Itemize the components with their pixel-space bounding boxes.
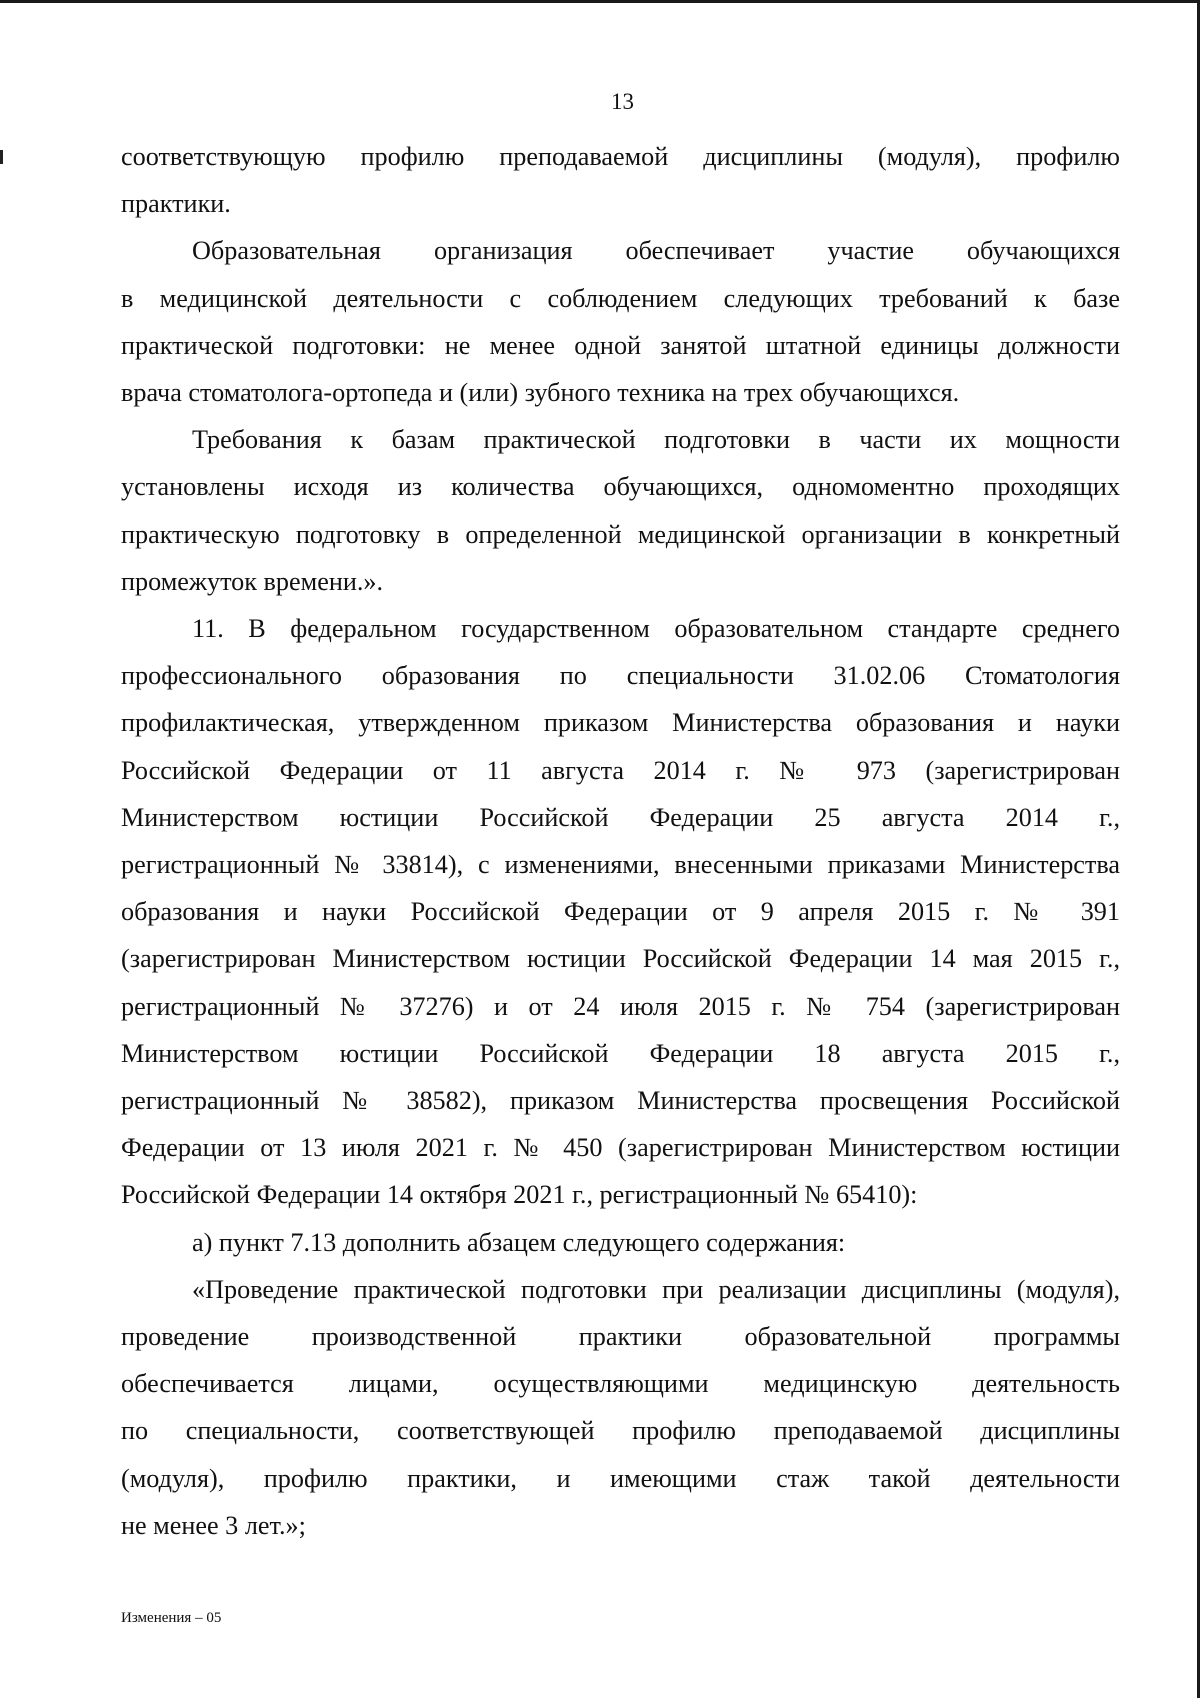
text-line: образования и науки Российской Федерации от 9 апреля 2015 г. № 391 xyxy=(121,897,1120,927)
text-line: Министерством юстиции Российской Федерации 25 августа 2014 г., xyxy=(121,802,1120,832)
text-line: Министерством юстиции Российской Федерации 18 августа 2015 г., xyxy=(121,1038,1120,1068)
text-line: Образовательная организация обеспечивает участие обучающихся xyxy=(192,236,1120,266)
text-line: промежуток времени.». xyxy=(121,566,384,596)
text-line: регистрационный № 38582), приказом Министерства просвещения Российской xyxy=(121,1086,1120,1116)
text-line: регистрационный № 37276) и от 24 июля 2015 г. № 754 (зарегистрирован xyxy=(121,991,1120,1021)
text-line: врача стоматолога-ортопеда и (или) зубного техника на трех обучающихся. xyxy=(121,378,960,408)
scan-border-top xyxy=(0,0,1200,3)
text-line: (модуля), профилю практики, и имеющими стаж такой деятельности xyxy=(121,1463,1120,1493)
paragraph-p6 xyxy=(121,1266,1120,1549)
text-line: практической подготовки: не менее одной занятой штатной единицы должности xyxy=(121,330,1120,360)
text-line: установлены исходя из количества обучающихся, одномоментно проходящих xyxy=(121,472,1120,502)
text-line: в медицинской деятельности с соблюдением следующих требований к базе xyxy=(121,283,1120,313)
text-line: Российской Федерации 14 октября 2021 г., регистрационный № 65410): xyxy=(121,1180,918,1210)
paragraph-p3 xyxy=(121,416,1120,605)
text-line: Федерации от 13 июля 2021 г. № 450 (зарегистрирован Министерством юстиции xyxy=(121,1133,1120,1163)
page-number: 13 xyxy=(611,89,634,114)
text-line: регистрационный № 33814), с изменениями, внесенными приказами Министерства xyxy=(121,850,1120,880)
paragraph-p5 xyxy=(121,1219,1120,1266)
text-line: Требования к базам практической подготовки в части их мощности xyxy=(192,425,1120,455)
text-line: обеспечивается лицами, осуществляющими медицинскую деятельность xyxy=(121,1369,1120,1399)
scan-edge-mark xyxy=(0,150,3,164)
paragraph-p1 xyxy=(121,133,1120,227)
text-line: (зарегистрирован Министерством юстиции Российской Федерации 14 мая 2015 г., xyxy=(121,944,1120,974)
text-line: не менее 3 лет.»; xyxy=(121,1510,306,1540)
text-line: практики. xyxy=(121,189,231,219)
text-line: профилактическая, утвержденном приказом Министерства образования и науки xyxy=(121,708,1120,738)
text-line: Российской Федерации от 11 августа 2014 г. № 973 (зарегистрирован xyxy=(121,755,1120,785)
text-line: по специальности, соответствующей профилю преподаваемой дисциплины xyxy=(121,1416,1120,1446)
paragraph-p2 xyxy=(121,227,1120,416)
text-line: практическую подготовку в определенной медицинской организации в конкретный xyxy=(121,519,1120,549)
text-line: «Проведение практической подготовки при реализации дисциплины (модуля), xyxy=(192,1274,1120,1304)
footer-revision-note: Изменения – 05 xyxy=(121,1610,222,1626)
paragraph-p4 xyxy=(121,605,1120,1219)
text-line: профессионального образования по специальности 31.02.06 Стоматология xyxy=(121,661,1120,691)
text-line: соответствующую профилю преподаваемой дисциплины (модуля), профилю xyxy=(121,142,1120,171)
text-line: проведение производственной практики образовательной программы xyxy=(121,1322,1120,1352)
document-body xyxy=(121,133,1120,1549)
text-line: а) пункт 7.13 дополнить абзацем следующего содержания: xyxy=(192,1227,846,1257)
text-line: 11. В федеральном государственном образовательном стандарте среднего xyxy=(192,614,1120,644)
